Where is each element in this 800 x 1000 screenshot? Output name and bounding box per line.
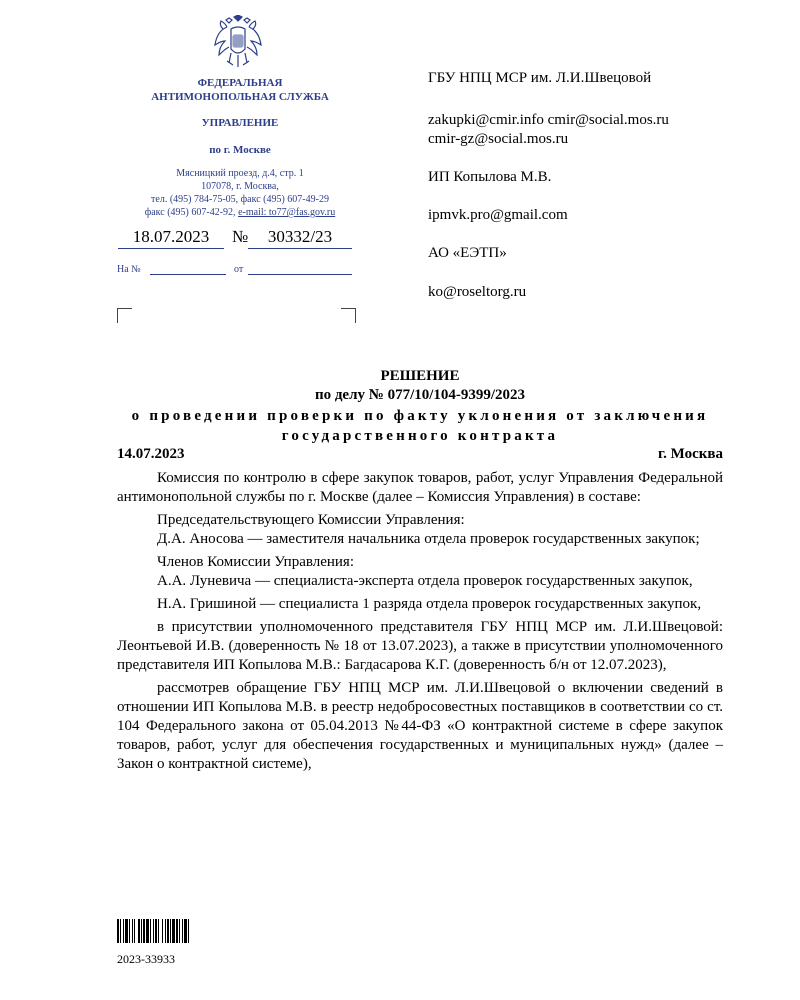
barcode-bar <box>182 919 183 943</box>
body-paragraph: Членов Комиссии Управления: <box>157 554 354 570</box>
barcode-bar <box>162 919 163 943</box>
barcode-bar <box>129 919 130 943</box>
address-field-corner-right <box>341 308 356 323</box>
barcode-bar <box>141 919 142 943</box>
reference-from-label: от <box>234 264 244 275</box>
recipient-operator: АО «ЕЭТП» <box>428 245 507 261</box>
document-id: 2023-33933 <box>117 952 175 966</box>
barcode-bar <box>188 919 189 943</box>
address-line2: 107078, г. Москва, <box>201 181 279 192</box>
barcode-bar <box>132 919 133 943</box>
barcode-icon <box>117 919 217 943</box>
registration-number: 30332/23 <box>248 226 352 249</box>
address-line4 <box>110 206 370 219</box>
agency-name-line2: АНТИМОНОПОЛЬНАЯ СЛУЖБА <box>151 91 329 103</box>
body-paragraph: Комиссия по контролю в сфере закупок товаров, работ, услуг Управления Федеральной антимонопольной службы по г. Москве (далее – Комиссия Управления) в составе: <box>117 470 723 505</box>
body-paragraph: в присутствии уполномоченного представителя ГБУ НПЦ МСР им. Л.И.Швецовой: Леонтьевой И.В. (доверенность № 18 от 13.07.2023), а также в присутствии уполномоченного представителя ИП Копылова М.В.: Багдасарова К.Г. (доверенность б/н от 12.07.2023), <box>117 619 723 673</box>
recipient-entrepreneur: ИП Копылова М.В. <box>428 169 552 185</box>
recipient-emails: zakupki@cmir.info cmir@social.mos.ru <box>428 112 669 128</box>
barcode-bar <box>155 919 157 943</box>
case-number: по делу № 077/10/104-9399/2023 <box>314 387 526 403</box>
barcode-bar <box>179 919 180 943</box>
barcode-bar <box>146 919 149 943</box>
decision-heading: РЕШЕНИЕ <box>380 368 460 384</box>
double-headed-eagle-emblem-icon <box>213 15 263 69</box>
barcode-bar <box>165 919 166 943</box>
decision-subject-line1: о проведении проверки по факту уклонения от заключения <box>131 408 709 424</box>
barcode-bar <box>184 919 187 943</box>
barcode-bar <box>170 919 171 943</box>
agency-name-line1: ФЕДЕРАЛЬНАЯ <box>197 77 283 89</box>
decision-city: г. Москва <box>658 446 723 462</box>
agency-city: по г. Москве <box>209 144 271 156</box>
registration-date: 18.07.2023 <box>118 226 224 249</box>
body-paragraph: Д.А. Аносова — заместителя начальника отдела проверок государственных закупок; <box>157 531 700 547</box>
barcode-bar <box>134 919 135 943</box>
agency-department: УПРАВЛЕНИЕ <box>201 117 279 129</box>
recipient-entrepreneur-email: ipmvk.pro@gmail.com <box>428 207 568 223</box>
barcode-bar <box>123 919 124 943</box>
body-paragraph: рассмотрев обращение ГБУ НПЦ МСР им. Л.И.Швецовой о включении сведений в отношении ИП Копылова М.В. в реестр недобросовестных поставщиков в соответствии со ст. 104 Федерального закона от 05.04.2013 №44-ФЗ «О контрактной системе в сфере закупок товаров, работ, услуг для обеспечения государственных и муниципальных нужд» (далее – Закон о контрактной системе), <box>117 680 723 772</box>
barcode-bar <box>125 919 128 943</box>
recipient-organization: ГБУ НПЦ МСР им. Л.И.Швецовой <box>428 70 652 86</box>
body-paragraph: Н.А. Гришиной — специалиста 1 разряда отдела проверок государственных закупок, <box>157 596 702 612</box>
recipient-operator-email: ko@roseltorg.ru <box>428 284 527 300</box>
decision-body <box>117 469 723 774</box>
barcode-bar <box>143 919 145 943</box>
address-field-corner-left <box>117 308 132 323</box>
barcode-bar <box>117 919 119 943</box>
registration-number-label: № <box>232 227 249 246</box>
decision-date: 14.07.2023 <box>117 446 185 462</box>
barcode-bar <box>153 919 154 943</box>
fax-number: факс (495) 607-42-92, <box>144 207 239 218</box>
agency-email-link[interactable]: e-mail: to77@fas.gov.ru <box>238 207 336 218</box>
barcode-bar <box>150 919 151 943</box>
address-line1: Мясницкий проезд, д.4, стр. 1 <box>176 168 304 179</box>
recipient-emails-cont: cmir-gz@social.mos.ru <box>428 131 569 147</box>
decision-subject-line2: государственного контракта <box>281 428 559 444</box>
agency-address <box>110 167 370 219</box>
barcode-bar <box>158 919 159 943</box>
address-line3: тел. (495) 784-75-05, факс (495) 607-49-29 <box>151 194 329 205</box>
barcode-bar <box>167 919 169 943</box>
barcode-bar <box>138 919 140 943</box>
body-paragraph: А.А. Луневича — специалиста-эксперта отдела проверок государственных закупок, <box>157 573 693 589</box>
reference-from-line <box>248 274 352 275</box>
barcode-bar <box>120 919 121 943</box>
agency-name <box>110 76 370 104</box>
barcode-bar <box>172 919 175 943</box>
reference-number-label: На № <box>117 264 141 275</box>
barcode-bar <box>176 919 178 943</box>
reference-number-line <box>150 274 226 275</box>
body-paragraph: Председательствующего Комиссии Управления: <box>157 512 465 528</box>
